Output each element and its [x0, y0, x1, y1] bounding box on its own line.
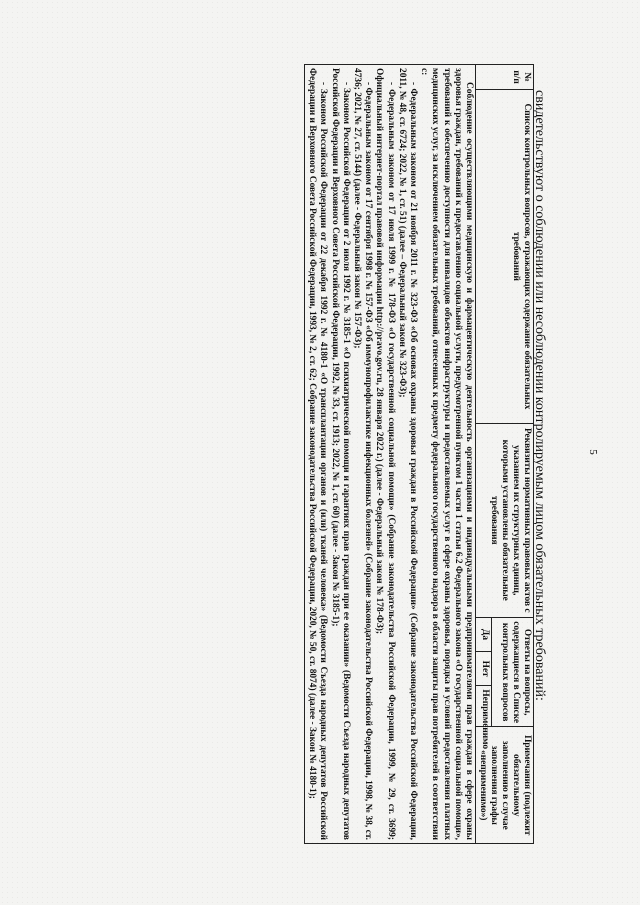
header-row: [492, 65, 534, 844]
intro-text: свидетельствуют о соблюдении или несоблюдении контролируемым лицом обязательных требований:: [532, 90, 547, 701]
page-number: 5: [586, 449, 599, 455]
body-row: [304, 65, 475, 844]
paragraph: - Федеральным законом от 17 июля 1999 г. № 178-ФЗ «О государственной социальной помощи» (Собрание законодательства Российской Федерации, 1999, № 29, ст. 3699; Официальный интернет-портал правовой информации http://pravo.gov.ru, 28 января 2022 г.) (далее - Федеральный закон № 178-ФЗ);: [374, 68, 396, 840]
paragraph: Соблюдение осуществляющими медицинскую и фармацевтическую деятельность организациями и индивидуальными предпринимателями прав граждан в сфере охраны здоровья граждан, требований к предоставлению социальной услуги, предусмотренной пунктом 1 части 1 статьи 6.2 Федерального закона «О государственной социальной помощи», требований к обеспечению доступности для инвалидов объектов инфраструктуры и предоставляемых услуг в сфере охраны здоровья, порядка и условий предоставления платных медицинских услуг, за исключением обязательных требований, отнесенных к предмету федерального государственного надзора в области защиты прав потребителей в соответствии с:: [419, 68, 474, 840]
paragraph: - Федеральным законом от 17 сентября 1998 г. № 157-ФЗ «Об иммунопрофилактике инфекционных болезней» (Собрание законодательства Российской Федерации, 1998, № 38, ст. 4736; 2021, № 27, ст. 5144) (далее - Федеральный закон № 157-ФЗ);: [351, 68, 374, 840]
header-answers: Ответы на вопросы, содержащиеся в Списке контрольных вопросов: [492, 617, 534, 727]
paragraph: - Федеральным законом от 21 ноября 2011 г. № 323-ФЗ «Об основах охраны здоровья граждан в Российской Федерации» (Собрание законодательства Российской Федерации, 2011, № 48, ст. 6724; 2022, № 1, ст. 51) (далее – Федеральный закон № 323-ФЗ);: [396, 68, 418, 840]
header-question: Список контрольных вопросов, отражающих содержание обязательных требований: [476, 90, 534, 424]
requirements-text: [304, 65, 475, 844]
header-yes: Да: [476, 617, 492, 651]
header-note: Примечания (подлежит обязательному заполнению в случае заполнения графы «неприменимо»): [476, 727, 534, 844]
checklist-table: [304, 64, 534, 844]
checklist-table-rotated: [98, 64, 534, 844]
paragraph: - Законом Российской Федерации от 2 июля 1992 г. № 3185-1 «О психиатрической помощи и гарантиях прав граждан при ее оказании» (Ведомости Съезда народных депутатов Российской Федерации и Верховного Совета Российской Федерации, 1992, № 33, ст. 1913; 2022, № 1, ст. 60) (далее - Закон № 3185-1);: [329, 68, 351, 840]
header-na: Неприменимо: [476, 686, 492, 727]
header-num: № п/п: [476, 65, 534, 90]
header-no: Нет: [476, 652, 492, 686]
paragraph: - Законом Российской Федерации от 22 декабря 1992 г. № 4180-1 «О трансплантации органов и (или) тканей человека» (Ведомости Съезда народных депутатов Российской Федерации и Верховного Совета Российской Федерации, 1993, № 2, ст. 62; Собрание законодательства Российской Федерации, 2020, № 50, ст. 8074) (далее - Закон № 4180-1);: [307, 68, 329, 840]
header-requisites: Реквизиты нормативных правовых актов с указанием их структурных единиц, которыми установлены обязательные требования: [476, 423, 534, 617]
